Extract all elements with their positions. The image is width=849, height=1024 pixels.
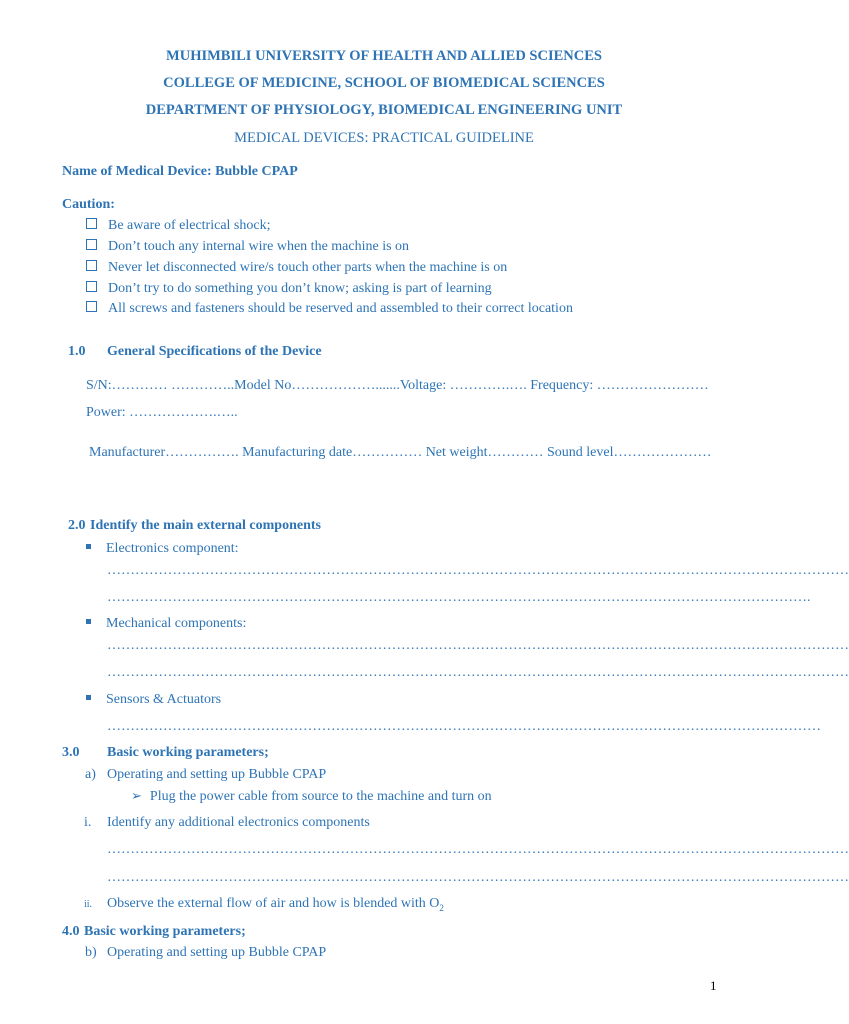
item-text-i: Identify any additional electronics components: [107, 815, 370, 830]
university-name: MUHIMBILI UNIVERSITY OF HEALTH AND ALLIED SCIENCES: [166, 48, 602, 64]
checkbox-icon: [86, 239, 97, 250]
fill-in-line: ……………………………………………………………………………………………………………………………………………: [107, 842, 849, 857]
item-label-ii: ii.: [84, 899, 93, 910]
section2-number: 2.0: [68, 518, 86, 533]
fill-in-line: ……………………………………………………………………………………………………………………………………………: [107, 638, 849, 653]
device-name: Name of Medical Device: Bubble CPAP: [62, 164, 298, 179]
spec-line-serial: S/N:………… …………..Model No……………….......Voltage: ………….…. Frequency: ……………………: [86, 378, 709, 393]
section3-number: 3.0: [62, 745, 80, 760]
bullet-icon: [86, 544, 91, 549]
checkbox-icon: [86, 301, 97, 312]
item-label-a: a): [85, 767, 96, 782]
caution-item: Be aware of electrical shock;: [86, 218, 270, 234]
caution-title: Caution:: [62, 197, 115, 212]
component-item: Sensors & Actuators: [86, 692, 221, 708]
caution-item: Don’t touch any internal wire when the machine is on: [86, 239, 409, 255]
section1-title: General Specifications of the Device: [107, 344, 322, 359]
section4-title: Basic working parameters;: [84, 924, 246, 939]
section1-number: 1.0: [68, 344, 86, 359]
section3-title: Basic working parameters;: [107, 745, 269, 760]
component-item: Mechanical components:: [86, 616, 246, 632]
item-text-b: Operating and setting up Bubble CPAP: [107, 945, 327, 960]
checkbox-icon: [86, 260, 97, 271]
fill-in-line: ……………………………………………………………………………………………………………………………………………: [107, 870, 849, 885]
spec-line-power: Power: ……………….…..: [86, 405, 238, 420]
fill-in-line: …………………………………………………………………………………………………………………………………….: [107, 590, 811, 605]
college-name: COLLEGE OF MEDICINE, SCHOOL OF BIOMEDICAL SCIENCES: [163, 75, 605, 91]
fill-in-line: ……………………………………………………………………………………………………………………………………………: [107, 563, 849, 578]
arrow-bullet-icon: ➢: [131, 788, 142, 803]
item-label-i: i.: [84, 815, 92, 830]
bullet-icon: [86, 619, 91, 624]
item-text-a: Operating and setting up Bubble CPAP: [107, 767, 327, 782]
caution-item: Never let disconnected wire/s touch other parts when the machine is on: [86, 260, 507, 276]
instruction-item: ➢ Plug the power cable from source to the machine and turn on: [131, 788, 492, 804]
page-number: 1: [710, 978, 717, 993]
spec-line-manufacturer: Manufacturer……………. Manufacturing date…………… Net weight………… Sound level…………………: [89, 445, 712, 460]
section4-number: 4.0: [62, 924, 80, 939]
fill-in-line: ………………………………………………………………………………………………………………………………………: [107, 719, 821, 734]
item-text-ii: Observe the external flow of air and how is blended with $O_2$: [107, 896, 444, 913]
component-item: Electronics component:: [86, 541, 239, 557]
section2-title: Identify the main external components: [90, 518, 321, 533]
bullet-icon: [86, 695, 91, 700]
checkbox-icon: [86, 218, 97, 229]
department-name: DEPARTMENT OF PHYSIOLOGY, BIOMEDICAL ENGINEERING UNIT: [145, 102, 623, 118]
caution-item: Don’t try to do something you don’t know; asking is part of learning: [86, 281, 492, 297]
document-title: MEDICAL DEVICES: PRACTICAL GUIDELINE: [234, 130, 534, 146]
fill-in-line: ……………………………………………………………………………………………………………………………………………: [107, 665, 849, 680]
checkbox-icon: [86, 281, 97, 292]
caution-item: All screws and fasteners should be reserved and assembled to their correct location: [86, 301, 573, 317]
oxygen-subscript: 2: [439, 902, 444, 913]
item-label-b: b): [85, 945, 97, 960]
